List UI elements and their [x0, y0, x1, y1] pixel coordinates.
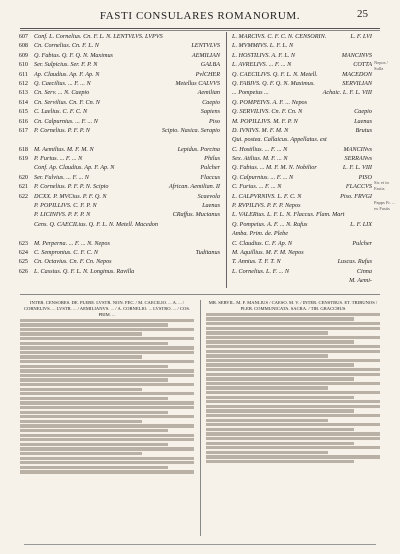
table-row	[10, 60, 372, 69]
table-row	[10, 88, 372, 97]
consul-right: T. Annius. T. F. T. N	[232, 258, 281, 266]
note-line	[20, 360, 194, 363]
note-line	[20, 434, 194, 437]
note-line	[20, 388, 142, 391]
cognomen-left: Lepidus. Porcina	[177, 145, 220, 153]
note-line	[206, 317, 354, 320]
note-line	[206, 423, 380, 426]
consul-right: Amba. Prim. de. Plebe	[232, 230, 289, 238]
note-line	[206, 409, 354, 412]
note-line	[206, 359, 380, 362]
consul-right: Q. Fabius. ... M. F. M. N. Nobilior	[232, 164, 317, 172]
consul-right: Q. SERVILIVS. Cn. F. Cn. N	[232, 108, 303, 116]
notes-left-heading: INTER. CENSORES. DE. PLEBE. LVSTR. NON. FEC. / M. CAECILIO. ... A. ... / CORNELIVS. ... LVSTR. ... / AEMILIANVS. ... / A. CORNELIO. ... LVSTRO. ... / COS. PRIM. ...	[23, 300, 191, 317]
year: 623	[18, 239, 28, 247]
note-line	[206, 340, 354, 343]
year: 614	[18, 98, 28, 106]
note-line	[20, 452, 142, 455]
cognomen-right: SERRANvs	[344, 155, 372, 163]
consul-right: Q. FABIVS. Q. F. Q. N. Maximus.	[232, 79, 315, 87]
cognomen-right: PISO	[358, 173, 372, 181]
note-line	[20, 332, 142, 335]
cognomen-right: Laenas	[354, 117, 372, 125]
consul-left: Ser. Fulvius. ... F. ... N	[34, 173, 89, 181]
notes-column-divider	[200, 300, 201, 536]
consul-right: M. POPILLIVS. M. F. P. N	[232, 117, 298, 125]
consul-right: L. AVRELIVS. ... F. ... N	[232, 61, 292, 69]
note-line	[20, 392, 194, 395]
note-line	[206, 313, 380, 316]
note-line	[20, 346, 194, 349]
header-rule	[20, 28, 380, 29]
cognomen-left: Aemilian	[197, 89, 220, 97]
year: 617	[18, 126, 28, 134]
note-line	[206, 345, 380, 348]
cognomen-left: Metellus CALVVS	[175, 79, 220, 87]
consul-right: L. HOSTILIVS. A. F. L. N	[232, 51, 296, 59]
note-line	[206, 446, 380, 449]
cognomen-right: MACEDON	[342, 70, 372, 78]
page-header	[20, 6, 380, 28]
note-line	[20, 323, 168, 326]
table-row	[10, 145, 372, 154]
year: 625	[18, 258, 28, 266]
cognomen-right: Caepio	[354, 108, 372, 116]
cognomen-right: L. F. L. VIII	[342, 164, 372, 172]
cognomen-left: GALBA	[200, 61, 220, 69]
note-line	[206, 428, 354, 431]
consul-right: Q. CAECILIVS. Q. F. L. N. Metell.	[232, 70, 318, 78]
commentary-notes	[20, 300, 380, 536]
cognomen-left: LENTVLVS	[191, 42, 220, 50]
cognomen-left: CRaffus. Mucianus	[172, 211, 220, 219]
consul-left: Q. Fabius. Q. F. Q. N. Maximus	[34, 51, 113, 59]
note-line	[206, 432, 380, 435]
consul-right: P. RVPILIVS. P. F. P. Nepos	[232, 202, 301, 210]
consul-left: Q. Caecilius. ... F. ... N	[34, 79, 91, 87]
cognomen-left: PvlCHER	[195, 70, 220, 78]
consul-right: L. Cornelius. L. F. ... N	[232, 267, 289, 275]
note-line	[206, 405, 380, 408]
note-line	[206, 354, 328, 357]
consul-right: L. VALERius. L. F. L. N. Flaccus. Flam. Mart	[232, 211, 345, 219]
consul-left: Conf. Ap. Claudius. Ap. F. Ap. N	[34, 164, 115, 172]
note-line	[206, 350, 380, 353]
table-row	[10, 257, 372, 266]
notes-left-column	[20, 300, 194, 536]
consul-right: L. CALPVRNIVS. L. F. C. N	[232, 192, 302, 200]
year: 612	[18, 79, 28, 87]
note-line	[20, 406, 194, 409]
cognomen-right: MANCINVS	[341, 51, 372, 59]
table-row	[10, 79, 372, 88]
table-row	[10, 51, 372, 60]
year: 620	[18, 173, 28, 181]
note-line	[206, 400, 380, 403]
note-line	[20, 411, 168, 414]
year: 619	[18, 155, 28, 163]
note-line	[206, 437, 380, 440]
note-line	[20, 415, 194, 418]
consul-right: C. Hostilius. ... F. ... N	[232, 145, 288, 153]
note-line	[20, 383, 194, 386]
consul-left: P. POPILLIVS. C. F. P. N	[34, 202, 97, 210]
consul-left: Cn. Servilius. Cn. F. Cn. N	[34, 98, 100, 106]
consul-left: Cn. Cornelius. Cn. F. L. N	[34, 42, 99, 50]
cognomen-right: Piso. FRVGI	[340, 192, 372, 200]
table-row	[10, 229, 372, 238]
table-row	[10, 267, 372, 276]
year: 616	[18, 117, 28, 125]
cognomen-left: African. Aemilian. II	[168, 183, 220, 191]
consul-left: P. Furius. ... F. ... N	[34, 155, 83, 163]
note-line	[206, 414, 380, 417]
consul-left: Ser. Sulpicius. Ser. F. P. N	[34, 61, 98, 69]
cognomen-right: Cinna	[356, 267, 372, 275]
cognomen-right: Pulcher	[352, 239, 372, 247]
year: 618	[18, 145, 28, 153]
consul-left: Cn. Serv. ... N. Caepio	[34, 89, 90, 97]
table-row	[10, 173, 372, 182]
table-row	[10, 98, 372, 107]
note-line	[20, 457, 194, 460]
cognomen-left: Philus	[204, 155, 220, 163]
note-line	[20, 397, 168, 400]
note-line	[206, 442, 354, 445]
table-row	[10, 201, 372, 210]
consul-left: DCXX. P. MVCius. P. F. Q. N	[34, 192, 107, 200]
cognomen-right: FLACCVS	[345, 183, 372, 191]
cognomen-right: Luscus. Rufus	[337, 258, 372, 266]
note-line	[20, 355, 142, 358]
table-row	[10, 192, 372, 201]
consul-left: Cn. Octavius. Cn. F. Cn. Nepos	[34, 258, 112, 266]
cognomen-left: Pulcher	[200, 164, 220, 172]
cognomen-right: L. F. LVI	[350, 33, 372, 40]
consul-left: M. Aemilius. M. F. M. N	[34, 145, 94, 153]
table-row	[10, 41, 372, 50]
cognomen-right: Achaic. L. F. L. VIII	[322, 89, 372, 97]
note-line	[206, 331, 328, 334]
consul-right: Q. POMPEIVS. A. F. ... Nepos	[232, 98, 308, 106]
year: 610	[18, 61, 28, 69]
consul-left: C. Sempronius. C. F. C. N	[34, 248, 98, 256]
note-line	[206, 327, 380, 330]
marginal-note: Nepos / Sulla	[374, 60, 388, 71]
note-line	[20, 342, 168, 345]
consul-right: ... Pompeius ...	[232, 89, 269, 97]
note-line	[20, 374, 194, 377]
page-title: FASTI CONSULARES ROMANORUM.	[99, 10, 301, 22]
consul-left: Cn. Calpurnius. ... F. ... N	[34, 117, 98, 125]
note-line	[20, 424, 194, 427]
consul-left: L. Cassius. Q. F. L. N. Longinus. Ravilla	[34, 267, 135, 275]
cognomen-right: Brutus	[355, 126, 372, 134]
notes-right-heading: MR. SERVIL. M. F. MANLIUS / CAESO. M. V. / INTER. CENSTRUS. ET. TRIBUNOS / PLEB. COMMUNICATA. SACRA. / TIB. GRACCHUS	[208, 300, 378, 311]
note-line	[20, 365, 168, 368]
year: 626	[18, 267, 28, 275]
cognomen-left: Scipio. Nasica. Serapio	[161, 126, 220, 134]
consul-left: M. Perperna. ... F. ... N. Nepos	[34, 239, 110, 247]
table-row	[10, 117, 372, 126]
bottom-rule	[24, 544, 376, 545]
note-line	[20, 420, 142, 423]
table-row	[10, 220, 372, 229]
note-line	[20, 466, 168, 469]
table-row	[10, 163, 372, 172]
consuls-table	[10, 32, 372, 286]
table-row	[10, 135, 372, 144]
consul-right: Q. Pompeius. A. F. ... N. Rufus	[232, 220, 308, 228]
consul-left: Cens. Q. CAECILius. Q. F. L. N. Metell. Macedon	[34, 220, 158, 228]
note-line	[206, 451, 328, 454]
cognomen-left: Caepio	[202, 98, 220, 106]
consul-left: Ap. Claudius. Ap. F. Ap. N	[34, 70, 100, 78]
consul-left: Conf. L. Cornelius. Cn. F. L. N. LENTVLVS. LVPVS	[34, 33, 163, 40]
notes-rule	[20, 294, 380, 295]
year: 608	[18, 42, 28, 50]
consul-right: D. IVNIVS. M. F. M. N	[232, 126, 289, 134]
table-row	[10, 276, 372, 285]
note-line	[20, 328, 194, 331]
year: 609	[18, 51, 28, 59]
note-line	[206, 391, 380, 394]
table-row	[10, 182, 372, 191]
year: 621	[18, 183, 28, 191]
note-line	[20, 470, 194, 473]
table-row	[10, 107, 372, 116]
note-line	[20, 401, 194, 404]
table-row	[10, 70, 372, 79]
cognomen-left: AEMILIAN	[191, 51, 220, 59]
note-line	[206, 336, 380, 339]
consul-left: P. Cornelius. P. F. P. N	[34, 126, 90, 134]
note-line	[20, 429, 168, 432]
note-line	[206, 460, 354, 463]
table-row	[10, 239, 372, 248]
note-line	[20, 438, 194, 441]
year: 624	[18, 248, 28, 256]
consul-left: P. Cornelius. P. F. P. N. Scipio	[34, 183, 109, 191]
table-row	[10, 154, 372, 163]
marginal-note: Sic et in Fastis	[374, 180, 389, 191]
consul-right: C. Claudius. C. F. Ap. N	[232, 239, 292, 247]
year: 607	[18, 33, 28, 40]
cognomen-left: Scaevola	[197, 192, 220, 200]
cognomen-left: Tuditanus	[195, 248, 220, 256]
note-line	[206, 396, 354, 399]
note-line	[20, 461, 194, 464]
cognomen-left: Sapiens	[200, 108, 220, 116]
consul-right: C. Furius. ... F. ... N	[232, 183, 282, 191]
note-line	[20, 378, 168, 381]
note-line	[20, 337, 194, 340]
note-line	[206, 368, 380, 371]
cognomen-right: SERVILIAN	[342, 79, 372, 87]
consul-right: M. Aquillius. M. F. M. Nepos	[232, 248, 304, 256]
note-line	[206, 373, 380, 376]
header-rule-thin	[20, 30, 380, 31]
cognomen-left: Flaccus	[200, 173, 220, 181]
cognomen-left: Laenas	[202, 202, 220, 210]
note-line	[206, 363, 354, 366]
table-row	[10, 32, 372, 41]
note-line	[206, 377, 354, 380]
note-line	[20, 443, 168, 446]
note-line	[20, 369, 194, 372]
consul-right: L. MVMMIVS. L. F. L. N	[232, 42, 294, 50]
table-row	[10, 248, 372, 257]
consul-right: Qui. postea. Callaicus. Appellatus. est	[232, 136, 327, 144]
notes-right-column	[206, 300, 380, 536]
consul-right: Sex. Atilius. M. F. ... N	[232, 155, 288, 163]
note-line	[20, 319, 194, 322]
table-row	[10, 126, 372, 135]
marginal-note: Papps Fr. ... ex Fastis	[374, 200, 396, 211]
note-line	[20, 447, 194, 450]
cognomen-right: COTTA	[353, 61, 372, 69]
year: 613	[18, 89, 28, 97]
year: 611	[18, 70, 28, 78]
cognomen-right: L. F. LIX	[350, 220, 372, 228]
page-number: 25	[357, 8, 368, 20]
consul-right: L. MARCIVS. C. F. C. N. CENSORIN.	[232, 33, 327, 40]
note-line	[206, 382, 380, 385]
cognomen-right: MANCINvs	[343, 145, 372, 153]
consul-left: C. Laelius. C. F. C. N	[34, 108, 88, 116]
year: 622	[18, 192, 28, 200]
note-line	[206, 419, 328, 422]
year: 615	[18, 108, 28, 116]
cognomen-left: Piso	[208, 117, 220, 125]
consul-left: P. LICINIVS. P. F. P. N	[34, 211, 91, 219]
note-line	[206, 455, 380, 458]
note-line	[20, 351, 194, 354]
note-line	[206, 322, 380, 325]
table-row	[10, 210, 372, 219]
consul-right: Q. Calpurnius. ... F. ... N	[232, 173, 294, 181]
cognomen-right: M. Aemi-	[349, 277, 372, 285]
note-line	[206, 386, 328, 389]
